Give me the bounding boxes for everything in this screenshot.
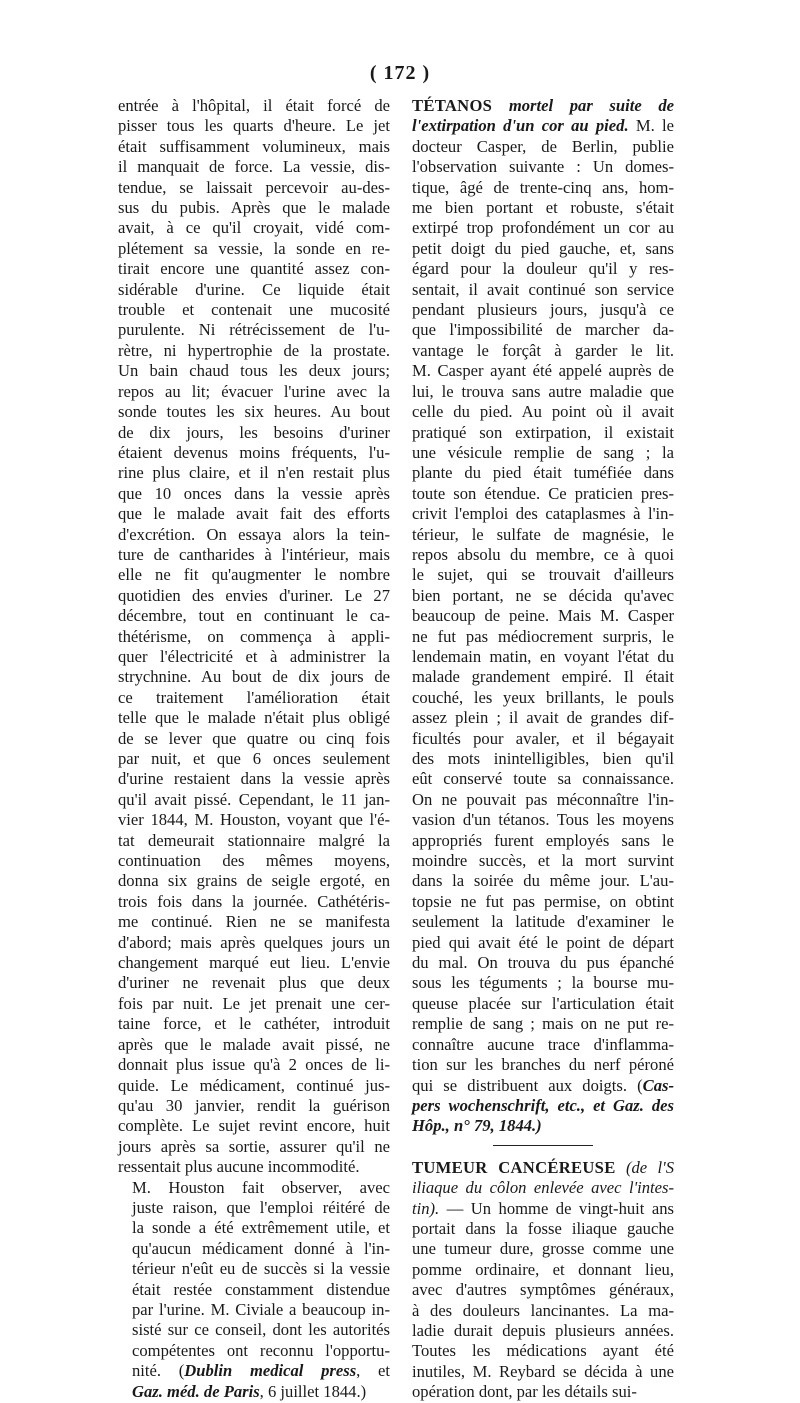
text-line xyxy=(412,647,674,667)
text-line xyxy=(118,1076,390,1096)
text-run: changement marqué eut lieu. L'envie xyxy=(118,953,390,973)
text-run: tirait encore une quantité assez con- xyxy=(118,259,390,279)
text-line xyxy=(118,320,390,340)
text-line xyxy=(412,320,674,340)
text-line xyxy=(412,851,674,871)
text-run: sidérable d'urine. Ce liquide était xyxy=(118,279,390,299)
text-run: décembre, tout en continuant le ca- xyxy=(118,606,390,626)
text-line xyxy=(412,769,674,789)
tetanos-article xyxy=(412,96,674,1137)
text-run: d'abord; mais après quelques jours un xyxy=(118,932,390,952)
citation-title: pers wochenschrift, etc., et Gaz. des xyxy=(412,1095,674,1115)
text-run: que le malade avait fait des efforts xyxy=(118,504,390,524)
text-line xyxy=(132,1341,390,1361)
text-run: queuse placée sur l'articulation était xyxy=(412,993,674,1013)
text-run: juste raison, que l'emploi réitéré de xyxy=(132,1197,390,1217)
text-line xyxy=(118,96,390,116)
text-line xyxy=(412,1035,674,1055)
text-run: remplie de sang ; mais on ne put re- xyxy=(412,1014,674,1034)
text-line xyxy=(412,953,674,973)
text-run: térieur, le sulfate de magnésie, le xyxy=(412,524,674,544)
text-run: une tumeur dure, grosse comme une xyxy=(412,1239,674,1259)
text-line xyxy=(132,1320,390,1340)
text-line xyxy=(412,688,674,708)
text-run: de dix jours, les besoins d'uriner xyxy=(118,422,390,442)
citation-title: Hôp., n° 79, 1844.) xyxy=(412,1116,542,1136)
text-run: — Un homme de vingt-huit ans xyxy=(439,1198,674,1218)
text-line xyxy=(412,1116,674,1136)
text-run: M. Casper ayant été appelé auprès de xyxy=(412,361,674,381)
text-line xyxy=(412,504,674,524)
text-run: fois par nuit. Le jet prenait une cer- xyxy=(118,993,390,1013)
text-run: inutiles, M. Reybard se décida à une xyxy=(412,1361,674,1381)
text-run: sentait, il avait continué son service xyxy=(412,279,674,299)
left-column xyxy=(118,96,390,1402)
text-line xyxy=(412,1096,674,1116)
text-line xyxy=(132,1239,390,1259)
right-column xyxy=(412,96,674,1403)
text-run: topsie ne fut pas permise, on obtint xyxy=(412,891,674,911)
text-run: quide. Le médicament, continué jus- xyxy=(118,1075,390,1095)
text-run: d'uriner ne revenait plus que deux xyxy=(118,973,390,993)
text-run: seulement la latitude d'examiner le xyxy=(412,912,674,932)
text-run: étaient devenus moins fréquents, l'u- xyxy=(118,442,390,462)
text-line xyxy=(412,137,674,157)
text-line xyxy=(412,912,674,932)
text-line xyxy=(118,218,390,238)
text-run: eût conservé toute sa connaissance. xyxy=(412,769,674,789)
text-run: vasion d'un tétanos. Tous les moyens xyxy=(412,810,674,830)
text-line xyxy=(412,157,674,177)
text-run: égard pour la douleur qu'il y res- xyxy=(412,259,674,279)
text-line xyxy=(412,565,674,585)
text-line xyxy=(412,280,674,300)
text-line xyxy=(118,790,390,810)
text-line xyxy=(412,790,674,810)
text-line xyxy=(412,1321,674,1341)
text-line xyxy=(412,1158,674,1178)
text-run: la sonde a été extrêmement utile, et xyxy=(132,1218,390,1238)
text-line xyxy=(412,1280,674,1300)
text-run: lui, le trouva sans autre maladie que xyxy=(412,381,674,401)
text-run: tendue, se laissait percevoir au-des- xyxy=(118,177,390,197)
text-run: malade grandement empiré. Il était xyxy=(412,667,674,687)
section-divider xyxy=(493,1145,593,1146)
text-run: avec d'autres symptômes généraux, xyxy=(412,1280,674,1300)
text-line xyxy=(412,300,674,320)
text-run: était suffisamment volumineux, mais xyxy=(118,136,390,156)
section-heading-rest: (de l'S xyxy=(615,1157,674,1177)
text-line xyxy=(412,402,674,422)
text-run: connaître aucune trace d'inflamma- xyxy=(412,1034,674,1054)
text-line xyxy=(132,1361,390,1381)
text-run: rètre, ni hypertrophie de la prostate. xyxy=(118,340,390,360)
text-line xyxy=(412,1014,674,1034)
text-run: ture de cantharides à l'intérieur, mais xyxy=(118,544,390,564)
text-line xyxy=(132,1218,390,1238)
text-run: pisser tous les quarts d'heure. Le jet xyxy=(118,116,390,136)
text-line xyxy=(118,606,390,626)
text-line xyxy=(118,198,390,218)
text-run: M. Houston fait observer, avec xyxy=(132,1177,390,1197)
text-run: une vésicule remplie de sang ; la xyxy=(412,442,674,462)
text-run: M. le xyxy=(628,116,674,136)
text-line xyxy=(118,484,390,504)
text-line xyxy=(118,688,390,708)
text-run: qu'il avait pissé. Cependant, le 11 jan- xyxy=(118,789,390,809)
text-line xyxy=(412,96,674,116)
citation-title: Gaz. méd. de Paris xyxy=(132,1381,260,1401)
text-line xyxy=(412,1055,674,1075)
text-line xyxy=(412,463,674,483)
text-run: que 10 onces dans la vessie après xyxy=(118,483,390,503)
text-run: après que le malade avait pissé, ne xyxy=(118,1034,390,1054)
text-run: ne fut pas médiocrement surpris, le xyxy=(412,626,674,646)
text-line xyxy=(412,933,674,953)
text-line xyxy=(412,708,674,728)
citation-title: Cas- xyxy=(642,1075,674,1095)
text-run: quotidien des envies d'uriner. Le 27 xyxy=(118,585,390,605)
text-line xyxy=(412,525,674,545)
text-line xyxy=(118,402,390,422)
text-line xyxy=(412,423,674,443)
text-line xyxy=(118,259,390,279)
text-run: appropriés furent employés sans le xyxy=(412,830,674,850)
text-run: continuation des mêmes moyens, xyxy=(118,851,390,871)
text-run: avait, à ce qu'il croyait, vidé com- xyxy=(118,218,390,238)
text-run: portait dans la fosse iliaque gauche xyxy=(412,1218,674,1238)
text-run: Toutes les médications ayant été xyxy=(412,1341,674,1361)
text-line xyxy=(118,708,390,728)
text-line xyxy=(118,178,390,198)
section-heading-rest: mortel par suite de xyxy=(492,96,674,115)
text-line xyxy=(118,627,390,647)
text-line xyxy=(412,1341,674,1361)
text-line xyxy=(118,1055,390,1075)
text-line xyxy=(132,1382,390,1402)
text-run: complète. Le sujet revint encore, huit xyxy=(118,1116,390,1136)
text-line xyxy=(412,892,674,912)
text-run: que l'impossibilité de marcher da- xyxy=(412,320,674,340)
text-line xyxy=(412,1260,674,1280)
text-run: celle du pied. Au point où il avait xyxy=(412,402,674,422)
text-run: vier 1844, M. Houston, voyant que l'é- xyxy=(118,810,390,830)
text-run: par l'urine. M. Civiale a beaucoup in- xyxy=(132,1299,390,1319)
text-line xyxy=(118,341,390,361)
text-line xyxy=(118,933,390,953)
text-run: assez plein ; il avait de grandes dif- xyxy=(412,708,674,728)
text-line xyxy=(118,565,390,585)
text-run: ressentait plus aucune incommodité. xyxy=(118,1157,360,1177)
text-run: par nuit, et que 6 onces seulement xyxy=(118,749,390,768)
text-run: opération dont, par les détails sui- xyxy=(412,1382,637,1402)
text-line xyxy=(412,871,674,891)
text-run: lendemain matin, en voyant l'état du xyxy=(412,646,674,666)
text-run: qu'aucun médicament donné à l'in- xyxy=(132,1238,390,1258)
text-run: , et xyxy=(356,1361,390,1381)
section-heading-rest: l'extirpation d'un cor au pied. xyxy=(412,116,629,136)
text-line xyxy=(118,749,390,769)
text-run: tat demeurait stationnaire malgré la xyxy=(118,830,390,850)
text-line xyxy=(132,1198,390,1218)
text-run: thétérisme, on commença à appli- xyxy=(118,626,390,646)
text-run: de se lever que quatre ou cinq fois xyxy=(118,728,390,748)
text-run: strychnine. Au bout de dix jours de xyxy=(118,667,390,687)
text-line xyxy=(412,178,674,198)
text-run: qu'au 30 janvier, rendit la guérison xyxy=(118,1095,390,1115)
text-run: compétentes ont reconnu l'opportu- xyxy=(132,1340,390,1360)
text-run: ladie durait depuis plusieurs années. xyxy=(412,1320,674,1340)
text-run: On ne pouvait pas méconnaître l'in- xyxy=(412,789,674,809)
text-line xyxy=(118,810,390,830)
text-line xyxy=(412,259,674,279)
text-run: l'observation suivante : Un domes- xyxy=(412,157,674,177)
text-line xyxy=(118,586,390,606)
text-run: à des douleurs lancinantes. La ma- xyxy=(412,1300,674,1320)
text-run: quer l'électricité et à administrer la xyxy=(118,646,390,666)
text-line xyxy=(118,525,390,545)
text-line xyxy=(118,239,390,259)
left-paragraph-1 xyxy=(118,96,390,1178)
text-run: couché, les yeux brillants, le pouls xyxy=(412,687,674,707)
text-line xyxy=(412,1382,674,1402)
text-run: sus du pubis. Après que le malade xyxy=(118,198,390,218)
text-run: trois fois dans la journée. Cathétéris- xyxy=(118,891,390,911)
text-line xyxy=(118,1035,390,1055)
text-line xyxy=(118,1157,390,1177)
text-line xyxy=(412,586,674,606)
text-line xyxy=(118,443,390,463)
text-line xyxy=(412,341,674,361)
text-line xyxy=(412,198,674,218)
text-line xyxy=(412,382,674,402)
text-run: pratiqué son extirpation, il existait xyxy=(412,422,674,442)
text-run: crivit l'emploi des cataplasmes à l'in- xyxy=(412,504,674,524)
text-line xyxy=(412,606,674,626)
text-run: repos au lit; évacuer l'urine avec la xyxy=(118,381,390,401)
text-line xyxy=(412,1178,674,1198)
text-line xyxy=(118,729,390,749)
text-line xyxy=(412,1239,674,1259)
text-run: d'excrétion. On essaya alors la tein- xyxy=(118,524,390,544)
text-run: extirpé trop profondément un cor au xyxy=(412,218,674,238)
text-run: sonde toutes les six heures. Au bout xyxy=(118,402,390,422)
text-line xyxy=(118,545,390,565)
text-line xyxy=(118,769,390,789)
text-line xyxy=(412,1199,674,1219)
text-run: me bien portant et robuste, s'était xyxy=(412,198,674,218)
text-line xyxy=(412,1076,674,1096)
text-line xyxy=(118,851,390,871)
text-line xyxy=(118,892,390,912)
text-line xyxy=(412,116,674,136)
text-run: donnait plus issue qu'à 2 onces de li- xyxy=(118,1055,390,1075)
text-line xyxy=(118,953,390,973)
section-heading-rest: iliaque du côlon enlevée avec l'intes- xyxy=(412,1178,674,1198)
text-run: ficultés pour avaler, et il bégayait xyxy=(412,728,674,748)
text-run: sisté sur ce conseil, dont les autorités xyxy=(132,1320,390,1340)
text-line xyxy=(118,647,390,667)
text-run: purulente. Ni rétrécissement de l'u- xyxy=(118,320,390,340)
text-run: dans la soirée du même jour. L'au- xyxy=(412,871,674,891)
text-line xyxy=(412,1219,674,1239)
section-heading-rest: tin). xyxy=(412,1198,440,1218)
text-run: d'urine restaient dans la vessie après xyxy=(118,769,390,789)
text-run: nité. ( xyxy=(132,1361,185,1381)
text-line xyxy=(118,157,390,177)
text-line xyxy=(412,667,674,687)
text-run: pomme ordinaire, et donnant lieu, xyxy=(412,1259,674,1279)
text-line xyxy=(118,871,390,891)
text-run: donna six grains de seigle ergoté, en xyxy=(118,871,390,891)
text-run: beaucoup de peine. Mais M. Casper xyxy=(412,606,674,626)
text-run: repos absolu du membre, ce à quoi xyxy=(412,544,674,564)
text-run: il manquait de force. La vessie, dis- xyxy=(118,157,390,177)
text-run: telle que le malade n'était plus obligé xyxy=(118,708,390,728)
text-run: plétement sa vessie, la sonde en re- xyxy=(118,238,390,258)
text-line xyxy=(132,1280,390,1300)
text-line xyxy=(118,504,390,524)
text-line xyxy=(118,137,390,157)
text-run: entrée à l'hôpital, il était forcé de xyxy=(118,96,390,115)
text-line xyxy=(412,749,674,769)
text-line xyxy=(118,994,390,1014)
text-line xyxy=(412,973,674,993)
text-run: plante du pied était tuméfiée dans xyxy=(412,463,674,483)
text-run: tion sur les branches du nerf péroné xyxy=(412,1055,674,1075)
text-line xyxy=(118,1116,390,1136)
text-line xyxy=(132,1178,390,1198)
text-line xyxy=(118,1096,390,1116)
text-run: qui se distribuent aux doigts. ( xyxy=(412,1075,643,1095)
text-line xyxy=(118,463,390,483)
text-line xyxy=(118,361,390,381)
left-paragraph-2 xyxy=(118,1178,390,1402)
text-run: bien portant, ne se décida qu'avec xyxy=(412,585,674,605)
text-run: tique, âgé de trente-cinq ans, hom- xyxy=(412,177,674,197)
text-line xyxy=(412,994,674,1014)
text-line xyxy=(118,423,390,443)
text-run: sous les téguments ; la bourse mu- xyxy=(412,973,674,993)
text-line xyxy=(412,1301,674,1321)
section-heading: TUMEUR CANCÉREUSE xyxy=(412,1157,616,1177)
text-run: était restée constamment distendue xyxy=(132,1279,390,1299)
text-run: du mal. On trouva du pus épanché xyxy=(412,953,674,973)
text-line xyxy=(132,1300,390,1320)
text-line xyxy=(118,667,390,687)
text-line xyxy=(412,627,674,647)
text-run: pied qui avait été le point de départ xyxy=(412,932,674,952)
text-line xyxy=(412,1362,674,1382)
text-line xyxy=(412,810,674,830)
text-line xyxy=(412,218,674,238)
text-line xyxy=(118,973,390,993)
text-line xyxy=(132,1259,390,1279)
text-line xyxy=(412,484,674,504)
text-run: Un bain chaud tous les deux jours; xyxy=(118,361,390,381)
text-line xyxy=(412,545,674,565)
text-run: taine force, et le cathéter, introduit xyxy=(118,1014,390,1034)
text-line xyxy=(118,831,390,851)
text-line xyxy=(118,300,390,320)
text-run: elle ne fit qu'augmenter le nombre xyxy=(118,565,390,585)
text-run: , 6 juillet 1844.) xyxy=(259,1381,367,1401)
text-line xyxy=(412,443,674,463)
citation-title: Dublin medical press xyxy=(184,1361,357,1381)
text-run: trouble et contenait une mucosité xyxy=(118,300,390,320)
text-run: me continué. Rien ne se manifesta xyxy=(118,912,390,932)
text-run: rine plus claire, et il n'en restait plus xyxy=(118,463,390,483)
text-run: ce traitement l'amélioration était xyxy=(118,687,390,707)
text-run: vantage le forçât à garder le lit. xyxy=(412,340,674,360)
section-heading: TÉTANOS xyxy=(412,96,493,115)
text-run: le sujet, qui se trouvait d'ailleurs xyxy=(412,565,674,585)
text-run: toute son étendue. Ce praticien pres- xyxy=(412,483,674,503)
text-run: pendant plusieurs jours, jusqu'à ce xyxy=(412,300,674,320)
text-run: docteur Casper, de Berlin, publie xyxy=(412,136,674,156)
text-run: petit doigt du pied gauche, et, sans xyxy=(412,238,674,258)
text-run: jours après sa sortie, assurer qu'il ne xyxy=(118,1136,390,1156)
text-run: moindre succès, et la mort survint xyxy=(412,851,674,871)
text-line xyxy=(412,361,674,381)
text-line xyxy=(412,831,674,851)
text-line xyxy=(118,116,390,136)
text-line xyxy=(412,239,674,259)
text-line xyxy=(118,1137,390,1157)
text-run: des mots inintelligibles, bien qu'il xyxy=(412,749,674,768)
tumeur-article xyxy=(412,1158,674,1403)
text-run: térieur n'eût eu de succès si la vessie xyxy=(132,1259,390,1279)
text-line xyxy=(412,729,674,749)
text-line xyxy=(118,382,390,402)
page-number: ( 172 ) xyxy=(369,62,431,84)
text-line xyxy=(118,1014,390,1034)
text-line xyxy=(118,280,390,300)
text-line xyxy=(118,912,390,932)
